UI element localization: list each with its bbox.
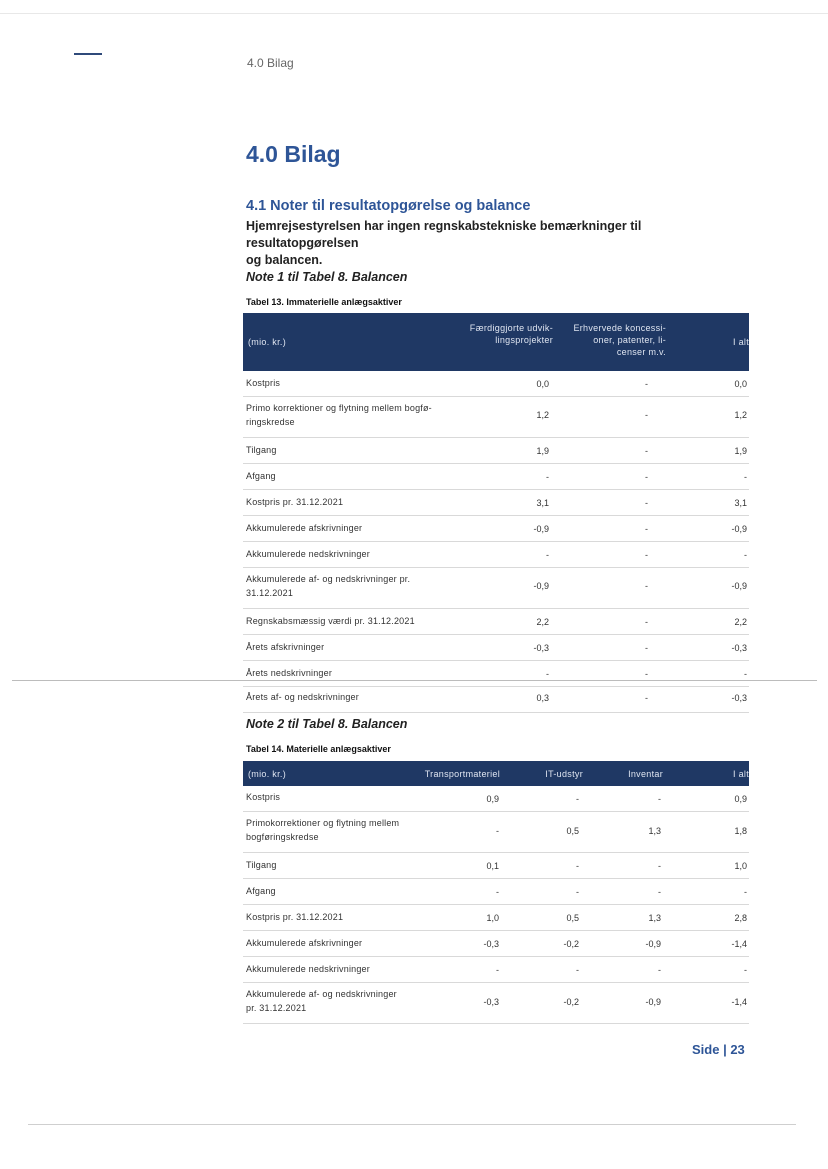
table-row	[243, 905, 749, 931]
cell-it: -	[576, 965, 579, 975]
row-label-line2: pr. 31.12.2021	[246, 1003, 307, 1013]
scan-fold-line	[12, 680, 817, 681]
row-label: Årets nedskrivninger	[246, 668, 333, 678]
table-row	[243, 542, 749, 568]
cell-koncession: -	[645, 379, 648, 389]
cell-total: -1,4	[731, 939, 747, 949]
cell-transport: -0,3	[483, 939, 499, 949]
row-label-line2: 31.12.2021	[246, 588, 294, 598]
cell-udvikling: -	[546, 550, 549, 560]
row-label-line2: bogføringskredse	[246, 832, 319, 842]
table-row	[243, 687, 749, 713]
cell-transport: -0,3	[483, 997, 499, 1007]
table14-header	[243, 761, 749, 786]
cell-koncession: -	[645, 669, 648, 679]
table-row	[243, 568, 749, 609]
col2-line1: Erhvervede koncessi-	[573, 323, 666, 333]
col2-line2: oner, patenter, li-	[593, 335, 666, 345]
intro-line-1: Hjemrejsestyrelsen har ingen regnskabstekniske bemærkninger til resultatopgørelsen	[246, 219, 642, 250]
cell-udvikling: -0,9	[533, 581, 549, 591]
cell-inventar: 1,3	[648, 826, 661, 836]
unit-header: (mio. kr.)	[248, 337, 286, 347]
intro-line-2: og balancen.	[246, 253, 323, 267]
row-label: Afgang	[246, 886, 276, 896]
cell-it: -	[576, 887, 579, 897]
cell-udvikling: 0,3	[536, 693, 549, 703]
cell-total: 0,9	[734, 794, 747, 804]
cell-total: 1,2	[734, 410, 747, 420]
table-row	[243, 635, 749, 661]
row-label: Akkumulerede nedskrivninger	[246, 549, 370, 559]
running-header: 4.0 Bilag	[247, 56, 294, 70]
top-scan-rule	[0, 13, 828, 14]
cell-total: -0,9	[731, 581, 747, 591]
unit-header: (mio. kr.)	[248, 769, 286, 779]
row-label: Kostpris pr. 31.12.2021	[246, 497, 344, 507]
cell-total: -0,3	[731, 643, 747, 653]
total-header: I alt	[732, 337, 749, 347]
cell-total: 1,8	[734, 826, 747, 836]
cell-udvikling: 2,2	[536, 617, 549, 627]
cell-udvikling: -0,3	[533, 643, 549, 653]
cell-udvikling: -	[546, 669, 549, 679]
cell-it: -	[576, 794, 579, 804]
col-udviklingsprojekter-header	[448, 322, 553, 346]
row-label-line2: ringskredse	[246, 417, 295, 427]
cell-koncession: -	[645, 410, 648, 420]
row-label	[246, 572, 410, 600]
cell-udvikling: 3,1	[536, 498, 549, 508]
row-label	[246, 987, 397, 1015]
row-label: Akkumulerede afskrivninger	[246, 938, 363, 948]
cell-total: 2,2	[734, 617, 747, 627]
table-row	[243, 397, 749, 438]
top-dash-mark	[74, 53, 102, 55]
row-label: Kostpris	[246, 792, 281, 802]
cell-inventar: -	[658, 794, 661, 804]
cell-koncession: -	[645, 524, 648, 534]
cell-total: 2,8	[734, 913, 747, 923]
row-label: Tilgang	[246, 445, 277, 455]
table-materielle	[243, 761, 749, 1024]
col-transportmateriel-header: Transportmateriel	[424, 769, 500, 779]
table-row	[243, 490, 749, 516]
table-row	[243, 879, 749, 905]
col1-line2: lingsprojekter	[495, 335, 553, 345]
row-label	[246, 401, 432, 429]
cell-total: -	[744, 887, 747, 897]
cell-koncession: -	[645, 446, 648, 456]
table-row	[243, 661, 749, 687]
cell-it: -	[576, 861, 579, 871]
table-row	[243, 371, 749, 397]
row-label-line1: Primo korrektioner og flytning mellem bogfø-	[246, 403, 432, 413]
cell-transport: -	[496, 826, 499, 836]
table-row	[243, 983, 749, 1024]
table-row	[243, 786, 749, 812]
col-koncessioner-header	[561, 322, 666, 358]
cell-transport: 0,9	[486, 794, 499, 804]
row-label: Afgang	[246, 471, 276, 481]
col1-line1: Færdiggjorte udvik-	[469, 323, 553, 333]
table14-caption: Tabel 14. Materielle anlægsaktiver	[246, 744, 391, 754]
cell-inventar: -0,9	[645, 939, 661, 949]
table-row	[243, 438, 749, 464]
table-row	[243, 957, 749, 983]
cell-koncession: -	[645, 581, 648, 591]
cell-inventar: -0,9	[645, 997, 661, 1007]
table13-header	[243, 313, 749, 371]
cell-koncession: -	[645, 498, 648, 508]
cell-udvikling: -	[546, 472, 549, 482]
table-row	[243, 516, 749, 542]
page-number: Side | 23	[692, 1042, 745, 1057]
cell-udvikling: 1,9	[536, 446, 549, 456]
cell-it: 0,5	[566, 913, 579, 923]
row-label-line1: Akkumulerede af- og nedskrivninger	[246, 989, 397, 999]
cell-total: -0,9	[731, 524, 747, 534]
cell-total: -	[744, 669, 747, 679]
cell-it: -0,2	[563, 939, 579, 949]
cell-koncession: -	[645, 617, 648, 627]
bottom-scan-rule	[28, 1124, 796, 1125]
col-inventar-header: Inventar	[628, 769, 663, 779]
col2-line3: censer m.v.	[616, 347, 666, 357]
note2-heading: Note 2 til Tabel 8. Balancen	[246, 717, 408, 731]
row-label-line1: Primokorrektioner og flytning mellem	[246, 818, 400, 828]
row-label: Akkumulerede afskrivninger	[246, 523, 363, 533]
cell-inventar: -	[658, 861, 661, 871]
note1-heading: Note 1 til Tabel 8. Balancen	[246, 270, 408, 284]
cell-total: -	[744, 965, 747, 975]
cell-koncession: -	[645, 693, 648, 703]
cell-total: -	[744, 472, 747, 482]
cell-total: 3,1	[734, 498, 747, 508]
table-row	[243, 609, 749, 635]
row-label: Akkumulerede nedskrivninger	[246, 964, 370, 974]
cell-total: 1,0	[734, 861, 747, 871]
cell-koncession: -	[645, 643, 648, 653]
cell-total: -1,4	[731, 997, 747, 1007]
row-label: Kostpris	[246, 378, 281, 388]
row-label: Tilgang	[246, 860, 277, 870]
cell-transport: -	[496, 965, 499, 975]
cell-total: 1,9	[734, 446, 747, 456]
table-row	[243, 812, 749, 853]
cell-transport: 1,0	[486, 913, 499, 923]
cell-transport: -	[496, 887, 499, 897]
intro-paragraph	[246, 218, 746, 269]
row-label: Årets af- og nedskrivninger	[246, 692, 359, 702]
cell-koncession: -	[645, 472, 648, 482]
total-header: I alt	[732, 769, 749, 779]
table-row	[243, 853, 749, 879]
cell-it: -0,2	[563, 997, 579, 1007]
table-row	[243, 464, 749, 490]
row-label: Kostpris pr. 31.12.2021	[246, 912, 344, 922]
cell-inventar: -	[658, 965, 661, 975]
table-immaterielle	[243, 313, 749, 713]
cell-total: -0,3	[731, 693, 747, 703]
cell-total: -	[744, 550, 747, 560]
section-subtitle: 4.1 Noter til resultatopgørelse og balance	[246, 198, 531, 214]
row-label-line1: Akkumulerede af- og nedskrivninger pr.	[246, 574, 411, 584]
row-label	[246, 816, 399, 844]
row-label: Regnskabsmæssig værdi pr. 31.12.2021	[246, 616, 415, 626]
cell-total: 0,0	[734, 379, 747, 389]
cell-udvikling: 0,0	[536, 379, 549, 389]
cell-udvikling: 1,2	[536, 410, 549, 420]
page-title: 4.0 Bilag	[246, 141, 341, 167]
row-label: Årets afskrivninger	[246, 642, 325, 652]
cell-it: 0,5	[566, 826, 579, 836]
table-row	[243, 931, 749, 957]
cell-udvikling: -0,9	[533, 524, 549, 534]
cell-koncession: -	[645, 550, 648, 560]
cell-transport: 0,1	[486, 861, 499, 871]
col-it-udstyr-header: IT-udstyr	[545, 769, 583, 779]
table13-caption: Tabel 13. Immaterielle anlægsaktiver	[246, 297, 402, 307]
cell-inventar: -	[658, 887, 661, 897]
cell-inventar: 1,3	[648, 913, 661, 923]
